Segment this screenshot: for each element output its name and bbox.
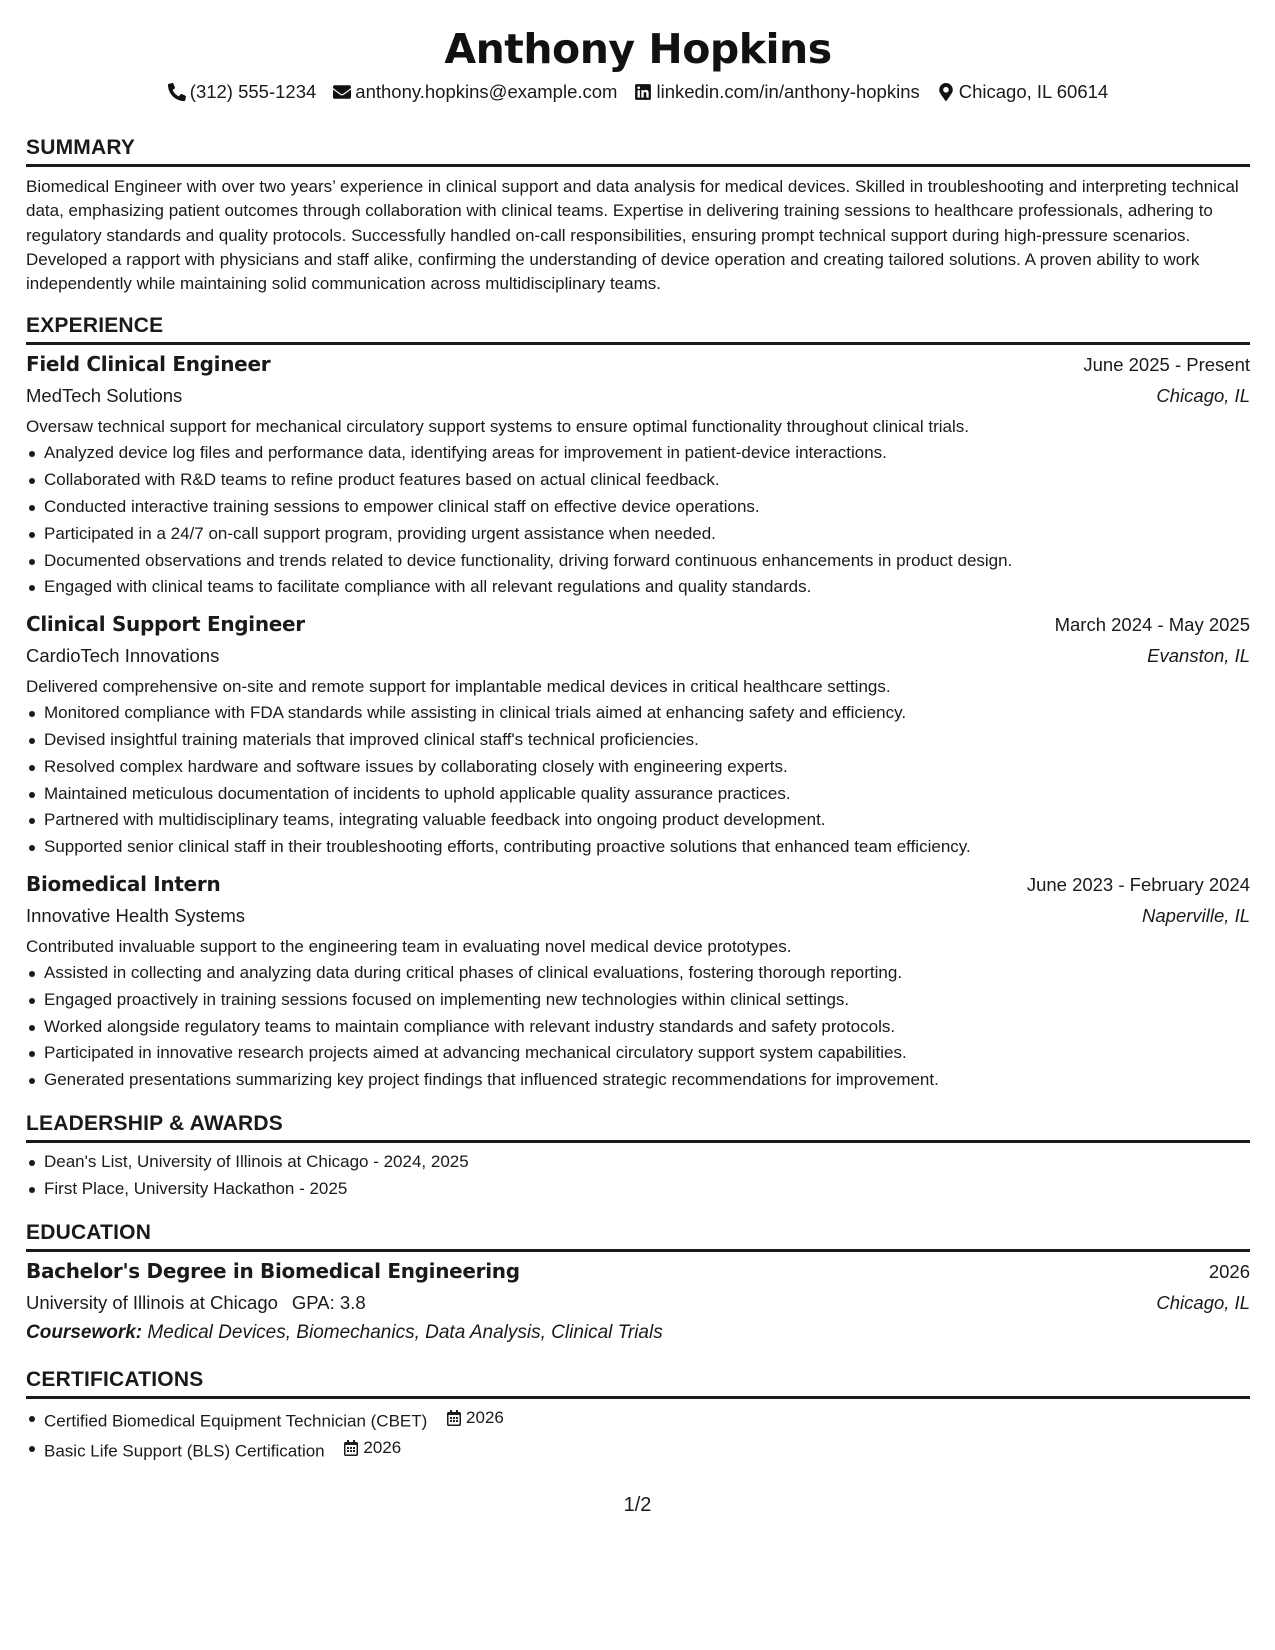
- awards-list: [26, 1149, 1250, 1203]
- job-description: Contributed invaluable support to the engineering team in evaluating novel medical device prototypes.: [26, 937, 792, 957]
- list-item: Partnered with multidisciplinary teams, integrating valuable feedback into ongoing product development.: [26, 807, 1250, 834]
- certification-date: [446, 1405, 504, 1432]
- certifications-list: [26, 1405, 1250, 1465]
- job-dates: June 2025 - Present: [1083, 354, 1250, 376]
- contact-bar: [26, 80, 1250, 104]
- certification-date: [343, 1435, 401, 1462]
- certifications-section: [26, 1366, 1250, 1465]
- list-item: Assisted in collecting and analyzing data during critical phases of clinical evaluations, fostering thorough reporting.: [26, 960, 1250, 987]
- coursework: [26, 1318, 1250, 1348]
- list-item: First Place, University Hackathon - 2025: [26, 1176, 1250, 1203]
- job-entry: [26, 349, 1250, 601]
- job-company: MedTech Solutions: [26, 385, 183, 407]
- linkedin-text[interactable]: linkedin.com/in/anthony-hopkins: [656, 81, 920, 102]
- phone-text[interactable]: (312) 555-1234: [189, 81, 317, 102]
- map-marker-icon: [937, 83, 955, 101]
- section-title-leadership: LEADERSHIP & AWARDS: [26, 1110, 1250, 1143]
- list-item: Engaged with clinical teams to facilitate compliance with all relevant regulations and quality standards.: [26, 574, 1250, 601]
- candidate-name: Anthony Hopkins: [444, 25, 832, 73]
- job-company: CardioTech Innovations: [26, 645, 220, 667]
- page-number: 1/2: [623, 1494, 652, 1516]
- job-company: Innovative Health Systems: [26, 905, 246, 927]
- job-dates: March 2024 - May 2025: [1054, 614, 1250, 636]
- section-title-summary: SUMMARY: [26, 134, 1250, 167]
- job-title: Clinical Support Engineer: [26, 612, 305, 637]
- summary-text: Biomedical Engineer with over two years’ experience in clinical support and data analysis for medical devices. Skilled in troubleshooting and interpreting technical data, emphasizing patient outcomes through collaboration with clinical teams. Expertise in delivering training sessions to healthcare professionals, adhering to regulatory standards and quality protocols. Successfully handled on-call responsibilities, ensuring prompt technical support during high-pressure scenarios. Developed a rapport with physicians and staff alike, confirming the understanding of device operation and creating tailored solutions. A proven ability to work independently while maintaining solid communication across multidisciplinary teams.: [26, 177, 1239, 294]
- list-item: Dean's List, University of Illinois at Chicago - 2024, 2025: [26, 1149, 1250, 1176]
- section-title-certifications: CERTIFICATIONS: [26, 1366, 1250, 1399]
- job-description: Delivered comprehensive on-site and remote support for implantable medical devices in critical healthcare settings.: [26, 677, 891, 697]
- resume-page: [26, 20, 1250, 1465]
- experience-section: [26, 312, 1250, 1094]
- job-title: Field Clinical Engineer: [26, 352, 271, 377]
- job-bullets: [26, 960, 1250, 1094]
- school-line: [26, 1287, 366, 1318]
- degree-title: Bachelor's Degree in Biomedical Engineering: [26, 1258, 520, 1283]
- section-title-education: EDUCATION: [26, 1219, 1250, 1252]
- envelope-icon: [333, 83, 351, 101]
- list-item: Engaged proactively in training sessions focused on implementing new technologies within clinical settings.: [26, 987, 1250, 1014]
- education-entry: [26, 1256, 1250, 1348]
- location-text: Chicago, IL 60614: [958, 81, 1109, 102]
- calendar-icon: [343, 1440, 359, 1456]
- list-item: Participated in a 24/7 on-call support program, providing urgent assistance when needed.: [26, 521, 1250, 548]
- contact-location: [937, 80, 1108, 104]
- job-description: Oversaw technical support for mechanical circulatory support systems to ensure optimal functionality throughout clinical trials.: [26, 417, 969, 437]
- list-item: Documented observations and trends related to device functionality, driving forward continuous enhancements in product design.: [26, 548, 1250, 575]
- list-item: [26, 1435, 1250, 1465]
- coursework-label: Coursework:: [26, 1321, 143, 1343]
- list-item: [26, 1405, 1250, 1435]
- contact-email: [333, 80, 617, 104]
- certification-year: 2026: [363, 1437, 402, 1457]
- job-dates: June 2023 - February 2024: [1026, 874, 1250, 896]
- job-location: Naperville, IL: [1142, 905, 1250, 927]
- job-title: Biomedical Intern: [26, 872, 221, 897]
- school-name: University of Illinois at Chicago: [26, 1291, 278, 1313]
- job-entry: [26, 869, 1250, 1094]
- education-section: [26, 1219, 1250, 1348]
- list-item: Conducted interactive training sessions to empower clinical staff on effective device operations.: [26, 494, 1250, 521]
- list-item: Supported senior clinical staff in their troubleshooting efforts, contributing proactive solutions that enhanced team efficiency.: [26, 834, 1250, 861]
- school-location: Chicago, IL: [1156, 1291, 1250, 1313]
- list-item: Worked alongside regulatory teams to maintain compliance with relevant industry standards and safety protocols.: [26, 1014, 1250, 1041]
- list-item: Devised insightful training materials that improved clinical staff's technical proficiencies.: [26, 727, 1250, 754]
- certification-name: Basic Life Support (BLS) Certification: [44, 1441, 325, 1461]
- calendar-icon: [446, 1410, 462, 1426]
- contact-linkedin: [634, 80, 919, 104]
- job-bullets: [26, 440, 1250, 601]
- coursework-list: Medical Devices, Biomechanics, Data Analysis, Clinical Trials: [147, 1321, 663, 1343]
- list-item: Generated presentations summarizing key project findings that influenced strategic recommendations for improvement.: [26, 1067, 1250, 1094]
- list-item: Analyzed device log files and performance data, identifying areas for improvement in patient-device interactions.: [26, 440, 1250, 467]
- job-location: Chicago, IL: [1156, 385, 1250, 407]
- graduation-year: 2026: [1208, 1260, 1250, 1282]
- certification-name: Certified Biomedical Equipment Technician (CBET): [44, 1411, 428, 1431]
- linkedin-icon: [634, 83, 652, 101]
- list-item: Resolved complex hardware and software issues by collaborating closely with engineering experts.: [26, 754, 1250, 781]
- email-text[interactable]: anthony.hopkins@example.com: [355, 81, 618, 102]
- summary-section: [26, 134, 1250, 296]
- job-entry: [26, 609, 1250, 861]
- gpa: GPA: 3.8: [291, 1291, 366, 1313]
- list-item: Collaborated with R&D teams to refine product features based on actual clinical feedback.: [26, 467, 1250, 494]
- list-item: Maintained meticulous documentation of incidents to uphold applicable quality assurance practices.: [26, 781, 1250, 808]
- certification-year: 2026: [466, 1407, 504, 1427]
- section-title-experience: EXPERIENCE: [26, 312, 1250, 345]
- leadership-section: [26, 1110, 1250, 1203]
- job-bullets: [26, 700, 1250, 861]
- job-location: Evanston, IL: [1147, 645, 1250, 667]
- contact-phone: [168, 80, 317, 104]
- list-item: Monitored compliance with FDA standards while assisting in clinical trials aimed at enhancing safety and efficiency.: [26, 700, 1250, 727]
- phone-icon: [168, 83, 186, 101]
- list-item: Participated in innovative research projects aimed at advancing mechanical circulatory support system capabilities.: [26, 1040, 1250, 1067]
